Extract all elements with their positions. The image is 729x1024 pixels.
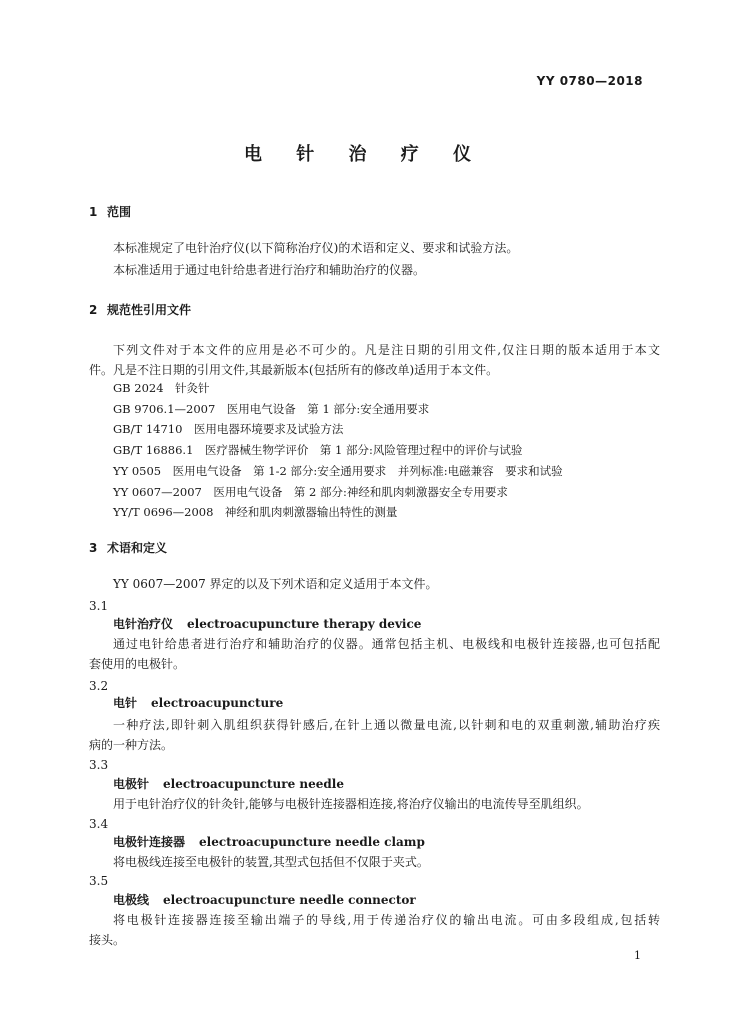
scope-paragraph-2: 本标准适用于通过电针给患者进行治疗和辅助治疗的仪器。 <box>113 263 426 277</box>
term-heading <box>113 832 425 852</box>
term-number: 3.2 <box>89 679 109 693</box>
reference-item: YY 0607—2007 医用电气设备 第 2 部分:神经和肌肉刺激器安全专用要求 <box>113 485 508 499</box>
term-number: 3.5 <box>89 874 109 888</box>
term-definition-line: 一种疗法,即针刺入肌组织获得针感后,在针上通以微量电流,以针刺和电的双重刺激,辅助治疗疾 <box>113 718 660 732</box>
section-number: 3 <box>89 541 98 555</box>
term-heading <box>113 614 421 634</box>
section-title: 规范性引用文件 <box>107 303 192 317</box>
term-chinese: 电极针连接器 <box>113 835 186 849</box>
section-title: 术语和定义 <box>107 541 168 555</box>
section-title: 范围 <box>107 205 132 219</box>
term-english: electroacupuncture needle connector <box>163 893 416 907</box>
section-number: 2 <box>89 303 98 317</box>
term-heading <box>113 693 283 713</box>
term-heading <box>113 890 416 910</box>
term-number: 3.1 <box>89 599 109 613</box>
scope-paragraph-1: 本标准规定了电针治疗仪(以下简称治疗仪)的术语和定义、要求和试验方法。 <box>113 241 519 255</box>
reference-item: GB 2024 针灸针 <box>113 381 210 395</box>
term-chinese: 电极针 <box>113 777 150 791</box>
section-heading-scope <box>89 202 131 222</box>
terms-intro: YY 0607—2007 界定的以及下列术语和定义适用于本文件。 <box>113 577 438 591</box>
term-definition-line: 通过电针给患者进行治疗和辅助治疗的仪器。通常包括主机、电极线和电极针连接器,也可包括配 <box>113 637 660 651</box>
term-definition-line: 用于电针治疗仪的针灸针,能够与电极针连接器相连接,将治疗仪输出的电流传导至肌组织。 <box>113 797 589 811</box>
term-english: electroacupuncture <box>151 696 284 710</box>
references-intro-line-1: 下列文件对于本文件的应用是必不可少的。凡是注日期的引用文件,仅注日期的版本适用于本文 <box>113 343 660 357</box>
term-definition-line: 将电极线连接至电极针的装置,其型式包括但不仅限于夹式。 <box>113 855 429 869</box>
reference-item: GB 9706.1—2007 医用电气设备 第 1 部分:安全通用要求 <box>113 402 430 416</box>
page-number: 1 <box>634 949 641 962</box>
reference-item: YY/T 0696—2008 神经和肌肉刺激器输出特性的测量 <box>113 505 398 519</box>
document-title: 电 针 治 疗 仪 <box>243 144 486 165</box>
section-heading-terms <box>89 538 167 558</box>
reference-item: GB/T 16886.1 医疗器械生物学评价 第 1 部分:风险管理过程中的评价与试验 <box>113 443 523 457</box>
standard-number: YY 0780—2018 <box>536 74 643 88</box>
term-chinese: 电针治疗仪 <box>113 617 174 631</box>
term-number: 3.4 <box>89 817 109 831</box>
term-chinese: 电针 <box>113 696 138 710</box>
term-english: electroacupuncture needle <box>163 777 344 791</box>
term-number: 3.3 <box>89 758 109 772</box>
section-number: 1 <box>89 205 98 219</box>
term-english: electroacupuncture therapy device <box>187 617 422 631</box>
term-definition-line: 将电极针连接器连接至输出端子的导线,用于传递治疗仪的输出电流。可由多段组成,包括转 <box>113 913 660 927</box>
term-english: electroacupuncture needle clamp <box>199 835 425 849</box>
term-heading <box>113 774 344 794</box>
term-chinese: 电极线 <box>113 893 150 907</box>
term-definition-line: 病的一种方法。 <box>89 738 174 752</box>
reference-item: YY 0505 医用电气设备 第 1-2 部分:安全通用要求 并列标准:电磁兼容 要求和试验 <box>113 464 563 478</box>
reference-item: GB/T 14710 医用电器环境要求及试验方法 <box>113 422 344 436</box>
term-definition-line: 套使用的电极针。 <box>89 657 186 671</box>
term-definition-line: 接头。 <box>89 933 126 947</box>
section-heading-normative-references <box>89 300 191 320</box>
references-intro-line-2: 件。凡是不注日期的引用文件,其最新版本(包括所有的修改单)适用于本文件。 <box>89 363 499 377</box>
